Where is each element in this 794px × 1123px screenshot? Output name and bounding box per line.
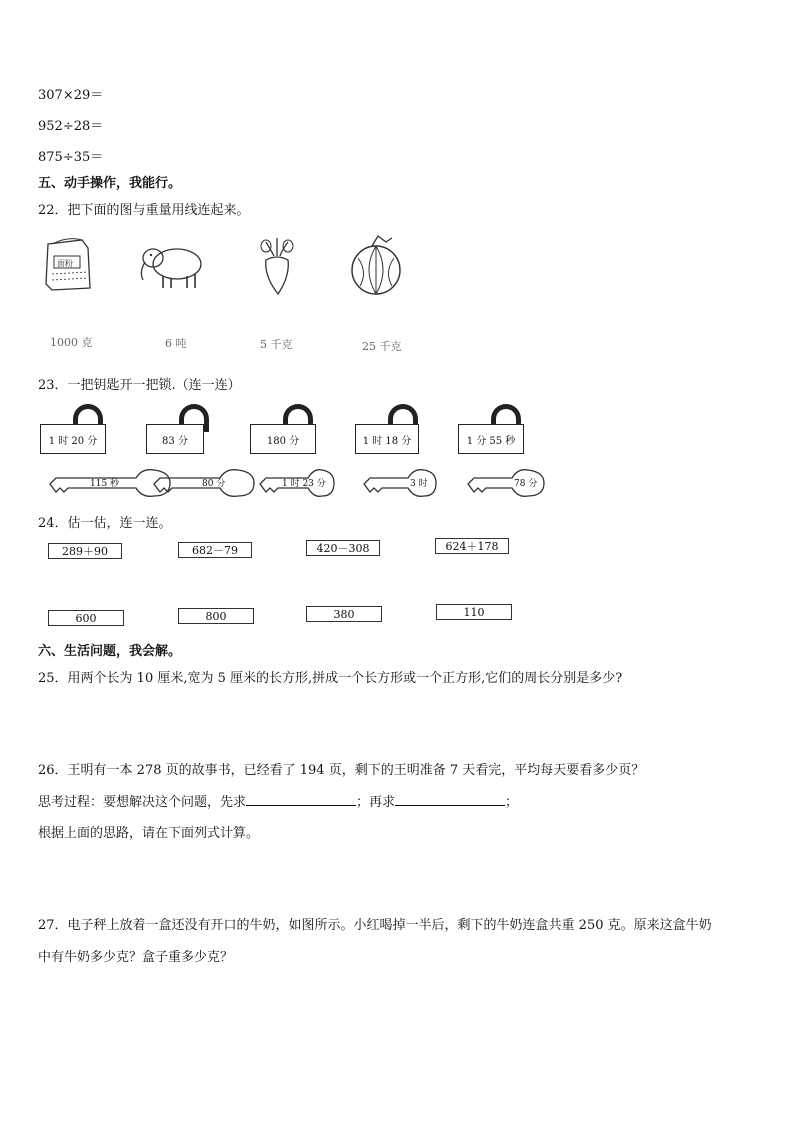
lock-label: 83 分 xyxy=(146,424,204,454)
lock-label: 1 时 20 分 xyxy=(40,424,106,454)
answer-box-1: 600 xyxy=(48,610,124,626)
calc-line-3: 875÷35＝ xyxy=(38,150,104,165)
question-26-instruction: 根据上面的思路，请在下面列式计算。 xyxy=(38,826,260,841)
expression-box-1: 289＋90 xyxy=(48,543,122,559)
lock-1 xyxy=(40,404,160,462)
question-26-text: 26．王明有一本 278 页的故事书，已经看了 194 页，剩下的王明准备 7 天看完，平均每天要看多少页？ xyxy=(38,763,645,778)
expression-box-2: 682－79 xyxy=(178,542,252,558)
flour-bag-icon xyxy=(38,234,98,294)
weight-label-1: 1000 克 xyxy=(50,336,93,349)
question-26-hint xyxy=(38,791,518,810)
section-heading-6: 六、生活问题，我会解。 xyxy=(38,644,182,659)
weight-label-2: 6 吨 xyxy=(165,337,187,350)
hint-part-a: 思考过程：要想解决这个问题，先求 xyxy=(38,795,247,810)
question-25-text: 25．用两个长为 10 厘米,宽为 5 厘米的长方形,拼成一个长方形或一个正方形,它们的周长分别是多少? xyxy=(38,671,623,686)
lock-label: 1 时 18 分 xyxy=(355,424,419,454)
question-22-text: 22．把下面的图与重量用线连起来。 xyxy=(38,203,250,218)
hint-part-c: ； xyxy=(505,795,519,810)
flour-bag-label: 面粉 xyxy=(57,259,73,268)
lock-5 xyxy=(458,404,578,462)
lock-label: 1 分 55 秒 xyxy=(458,424,524,454)
key-label: 80 分 xyxy=(202,479,226,489)
key-label: 115 秒 xyxy=(90,479,120,489)
question-27-line-2: 中有牛奶多少克？盒子重多少克？ xyxy=(38,950,234,965)
calc-line-2: 952÷28＝ xyxy=(38,119,104,134)
lock-2 xyxy=(146,404,266,462)
expression-box-3: 420－308 xyxy=(306,540,380,556)
answer-box-4: 110 xyxy=(436,604,512,620)
radish-icon xyxy=(252,236,302,300)
key-label: 1 时 23 分 xyxy=(282,479,326,489)
lock-4 xyxy=(355,404,475,462)
lock-3 xyxy=(250,404,370,462)
section-heading-5: 五、动手操作，我能行。 xyxy=(38,176,182,191)
weight-label-4: 25 千克 xyxy=(362,340,402,353)
expression-box-4: 624＋178 xyxy=(435,538,509,554)
watermelon-icon xyxy=(348,232,408,298)
lock-label: 180 分 xyxy=(250,424,316,454)
weight-label-3: 5 千克 xyxy=(260,338,293,351)
question-24-text: 24．估一估，连一连。 xyxy=(38,516,172,531)
key-5 xyxy=(464,466,594,500)
answer-box-3: 380 xyxy=(306,606,382,622)
calc-line-1: 307×29＝ xyxy=(38,88,104,103)
hint-part-b: ；再求 xyxy=(356,795,396,810)
answer-blank-1[interactable] xyxy=(246,793,356,806)
answer-box-2: 800 xyxy=(178,608,254,624)
question-27-line-1: 27．电子秤上放着一盒还没有开口的牛奶，如图所示。小红喝掉一半后，剩下的牛奶连盒共重 250 克。原来这盒牛奶 xyxy=(38,918,712,933)
key-label: 78 分 xyxy=(514,479,538,489)
answer-blank-2[interactable] xyxy=(395,793,505,806)
elephant-icon xyxy=(135,238,207,294)
key-label: 3 时 xyxy=(410,479,428,489)
question-23-text: 23．一把钥匙开一把锁.（连一连） xyxy=(38,378,241,393)
